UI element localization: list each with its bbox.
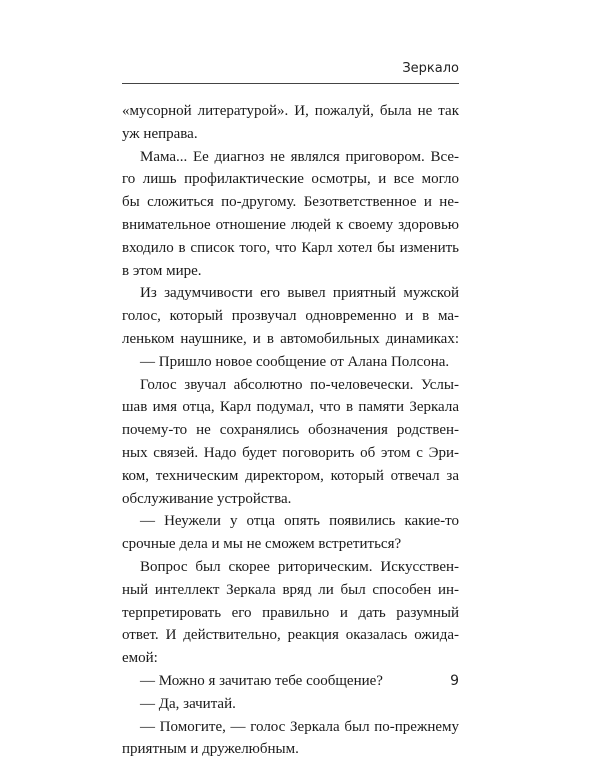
text-line: входило в список того, что Карл хотел бы изменить: [122, 239, 459, 256]
text-line: ком, техническим директором, который отвечал за: [122, 467, 459, 484]
text-line: ответ. И действительно, реакция оказалась ожида-: [122, 627, 459, 644]
text-line: — Да, зачитай.: [140, 695, 236, 712]
header-rule: [122, 83, 459, 84]
text-line: почему-то не сохранялись обозначения родствен-: [122, 422, 459, 439]
running-head: Зеркало: [402, 61, 459, 76]
text-line: бы сложиться по-другому. Безответственное и не-: [122, 194, 459, 211]
text-line: срочные дела и мы не сможем встретиться?: [122, 536, 402, 553]
text-line: терпретировать его правильно и дать разумный: [122, 604, 459, 621]
text-line: голос, который прозвучал одновременно и в ма-: [122, 308, 459, 325]
text-line: ных связей. Надо будет поговорить об этом с Эри-: [122, 444, 459, 461]
text-line: леньком наушнике, и в автомобильных динамиках:: [122, 330, 459, 347]
text-line: обслуживание устройства.: [122, 490, 292, 507]
body-text: [122, 100, 459, 761]
text-line: «мусорной литературой». И, пожалуй, была не так: [122, 103, 459, 119]
text-line: шав имя отца, Карл подумал, что в памяти Зеркала: [122, 399, 459, 416]
text-line: Из задумчивости его вывел приятный мужской: [140, 285, 459, 302]
text-line: го лишь профилактические осмотры, и все могло: [122, 171, 459, 188]
text-line: — Пришло новое сообщение от Алана Полсона.: [140, 353, 450, 370]
text-line: уж неправа.: [122, 125, 198, 142]
text-line: приятным и дружелюбным.: [122, 741, 299, 758]
text-line: — Можно я зачитаю тебе сообщение?: [140, 672, 383, 689]
text-line: внимательное отношение людей к своему здоровью: [122, 216, 459, 233]
text-line: ный интеллект Зеркала вряд ли был способен ин-: [122, 581, 459, 598]
text-line: в этом мире.: [122, 262, 202, 279]
text-line: емой:: [122, 650, 158, 667]
page-number: 9: [450, 673, 459, 689]
text-line: Голос звучал абсолютно по-человечески. Услы-: [140, 376, 459, 393]
text-line: Вопрос был скорее риторическим. Искусствен-: [140, 558, 459, 575]
text-line: — Помогите, — голос Зеркала был по-прежнему: [140, 718, 459, 735]
text-line: Мама... Ее диагноз не являлся приговором. Все-: [140, 148, 459, 165]
text-line: — Неужели у отца опять появились какие-то: [140, 513, 459, 530]
